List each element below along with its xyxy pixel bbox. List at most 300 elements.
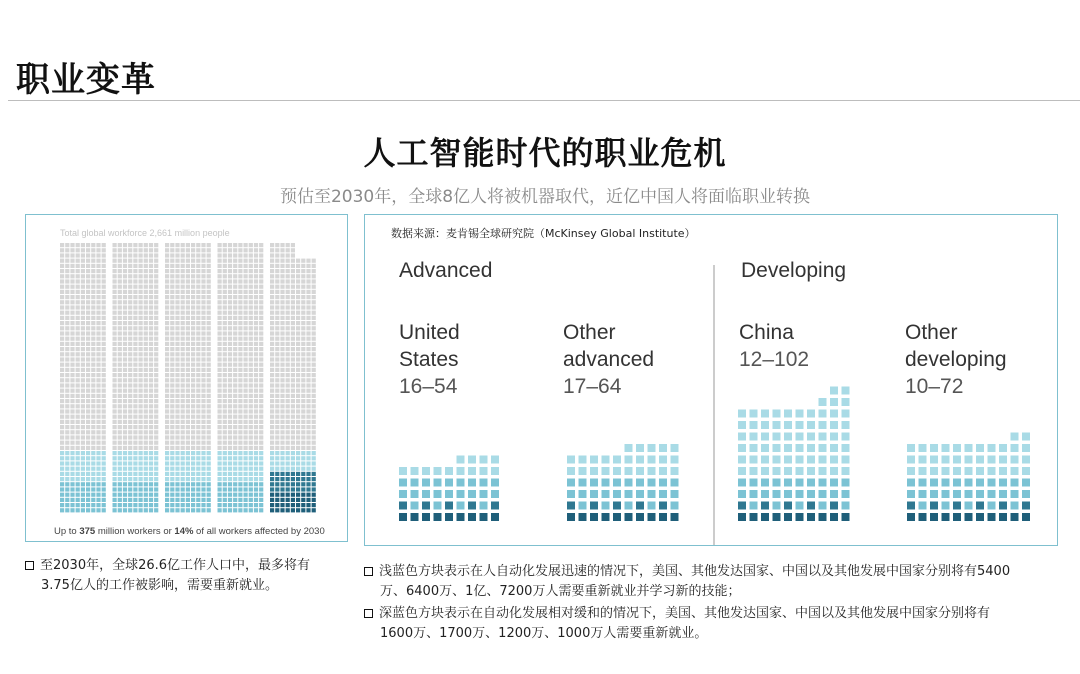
worker-dot (81, 482, 85, 486)
worker-dot (170, 311, 174, 315)
worker-dot (186, 472, 190, 476)
worker-dot (191, 482, 195, 486)
worker-dot (223, 394, 227, 398)
worker-dot (291, 248, 295, 252)
worker-dot (102, 253, 106, 257)
worker-dot (312, 285, 316, 289)
worker-square (480, 490, 488, 498)
worker-square (659, 490, 667, 498)
worker-dot (233, 383, 237, 387)
worker-dot (81, 399, 85, 403)
worker-dot (223, 259, 227, 263)
worker-dot (154, 357, 158, 361)
worker-dot (259, 285, 263, 289)
worker-dot (296, 493, 300, 497)
worker-dot (65, 389, 69, 393)
worker-dot (291, 269, 295, 273)
worker-square (796, 456, 804, 464)
worker-dot (306, 430, 310, 434)
worker-dot (65, 264, 69, 268)
worker-dot (96, 316, 100, 320)
worker-dot (154, 482, 158, 486)
worker-dot (123, 363, 127, 367)
worker-dot (259, 446, 263, 450)
worker-dot (102, 316, 106, 320)
worker-dot (123, 425, 127, 429)
worker-dot (91, 383, 95, 387)
worker-dot (249, 409, 253, 413)
worker-square (613, 479, 621, 487)
worker-dot (133, 508, 137, 512)
worker-dot (186, 477, 190, 481)
worker-dot (233, 321, 237, 325)
worker-dot (191, 404, 195, 408)
worker-dot (65, 300, 69, 304)
worker-dot (223, 378, 227, 382)
worker-dot (144, 311, 148, 315)
worker-dot (228, 482, 232, 486)
worker-dot (191, 285, 195, 289)
worker-dot (196, 508, 200, 512)
worker-dot (113, 404, 117, 408)
worker-dot (259, 300, 263, 304)
worker-dot (233, 420, 237, 424)
worker-dot (270, 430, 274, 434)
worker-dot (128, 389, 132, 393)
worker-dot (280, 326, 284, 330)
worker-dot (123, 331, 127, 335)
worker-dot (275, 487, 279, 491)
worker-dot (70, 248, 74, 252)
worker-dot (123, 357, 127, 361)
worker-dot (233, 326, 237, 330)
worker-dot (81, 290, 85, 294)
worker-dot (280, 461, 284, 465)
worker-square (919, 467, 927, 475)
worker-dot (102, 451, 106, 455)
worker-square (930, 490, 938, 498)
worker-dot (207, 477, 211, 481)
worker-dot (301, 430, 305, 434)
worker-dot (91, 425, 95, 429)
worker-dot (301, 446, 305, 450)
worker-square (942, 467, 950, 475)
worker-dot (170, 357, 174, 361)
worker-dot (254, 399, 258, 403)
worker-dot (306, 368, 310, 372)
region-name-other-developing-line1: Other (905, 321, 958, 344)
worker-dot (254, 389, 258, 393)
worker-dot (70, 383, 74, 387)
worker-dot (191, 441, 195, 445)
worker-dot (244, 326, 248, 330)
worker-dot (139, 253, 143, 257)
worker-dot (118, 487, 122, 491)
worker-dot (218, 373, 222, 377)
worker-square (659, 467, 667, 475)
worker-dot (291, 383, 295, 387)
worker-dot (312, 363, 316, 367)
worker-dot (249, 352, 253, 356)
worker-square (567, 513, 575, 521)
worker-dot (270, 441, 274, 445)
worker-dot (233, 357, 237, 361)
worker-square (671, 456, 679, 464)
worker-dot (175, 503, 179, 507)
worker-dot (207, 415, 211, 419)
worker-dot (76, 274, 80, 278)
worker-dot (128, 477, 132, 481)
worker-dot (306, 347, 310, 351)
worker-dot (312, 409, 316, 413)
worker-dot (191, 446, 195, 450)
worker-dot (81, 493, 85, 497)
worker-dot (144, 467, 148, 471)
worker-dot (133, 269, 137, 273)
worker-dot (191, 342, 195, 346)
worker-dot (139, 269, 143, 273)
worker-dot (139, 363, 143, 367)
worker-dot (181, 363, 185, 367)
worker-dot (196, 420, 200, 424)
worker-dot (65, 316, 69, 320)
worker-dot (270, 363, 274, 367)
worker-dot (91, 347, 95, 351)
worker-dot (244, 508, 248, 512)
worker-dot (60, 446, 64, 450)
worker-dot (181, 409, 185, 413)
worker-dot (86, 253, 90, 257)
worker-dot (144, 389, 148, 393)
worker-dot (233, 467, 237, 471)
worker-dot (286, 477, 290, 481)
worker-dot (218, 461, 222, 465)
worker-dot (296, 305, 300, 309)
worker-dot (118, 451, 122, 455)
worker-dot (186, 259, 190, 263)
worker-dot (233, 259, 237, 263)
worker-square (602, 502, 610, 510)
worker-dot (76, 331, 80, 335)
worker-dot (154, 394, 158, 398)
worker-dot (275, 435, 279, 439)
worker-dot (254, 305, 258, 309)
worker-dot (238, 399, 242, 403)
worker-dot (254, 352, 258, 356)
global-workforce-waffle (26, 215, 347, 541)
worker-dot (128, 331, 132, 335)
worker-dot (181, 456, 185, 460)
worker-dot (254, 253, 258, 257)
worker-dot (170, 264, 174, 268)
worker-dot (86, 389, 90, 393)
worker-dot (96, 337, 100, 341)
worker-dot (233, 269, 237, 273)
worker-dot (296, 498, 300, 502)
worker-dot (113, 243, 117, 247)
worker-dot (102, 311, 106, 315)
worker-square (750, 513, 758, 521)
worker-dot (96, 389, 100, 393)
worker-dot (175, 461, 179, 465)
worker-dot (149, 321, 153, 325)
worker-square (422, 467, 430, 475)
worker-dot (86, 279, 90, 283)
worker-square (930, 479, 938, 487)
worker-dot (233, 409, 237, 413)
worker-dot (259, 253, 263, 257)
worker-dot (65, 248, 69, 252)
worker-dot (218, 482, 222, 486)
worker-square (907, 479, 915, 487)
worker-square (773, 513, 781, 521)
worker-dot (165, 337, 169, 341)
worker-dot (228, 446, 232, 450)
worker-dot (102, 383, 106, 387)
worker-dot (238, 435, 242, 439)
worker-dot (65, 430, 69, 434)
worker-dot (306, 264, 310, 268)
worker-dot (118, 399, 122, 403)
worker-dot (306, 363, 310, 367)
worker-square (648, 444, 656, 452)
worker-dot (186, 373, 190, 377)
worker-dot (65, 342, 69, 346)
worker-dot (280, 269, 284, 273)
worker-dot (259, 394, 263, 398)
worker-dot (65, 326, 69, 330)
worker-dot (254, 404, 258, 408)
worker-dot (218, 363, 222, 367)
worker-dot (270, 248, 274, 252)
worker-dot (149, 290, 153, 294)
worker-dot (165, 269, 169, 273)
worker-dot (306, 399, 310, 403)
worker-dot (81, 368, 85, 372)
worker-dot (65, 399, 69, 403)
worker-square (942, 502, 950, 510)
worker-dot (218, 430, 222, 434)
worker-dot (207, 487, 211, 491)
worker-dot (312, 394, 316, 398)
worker-dot (306, 456, 310, 460)
worker-dot (60, 415, 64, 419)
worker-square (445, 502, 453, 510)
worker-dot (144, 508, 148, 512)
worker-dot (312, 467, 316, 471)
worker-dot (102, 321, 106, 325)
worker-square (411, 502, 419, 510)
worker-dot (170, 430, 174, 434)
worker-dot (149, 446, 153, 450)
worker-dot (259, 378, 263, 382)
worker-dot (102, 430, 106, 434)
worker-dot (186, 383, 190, 387)
worker-dot (118, 456, 122, 460)
worker-square (1022, 433, 1030, 441)
worker-dot (228, 399, 232, 403)
worker-dot (280, 248, 284, 252)
worker-dot (312, 446, 316, 450)
worker-dot (301, 451, 305, 455)
worker-dot (149, 337, 153, 341)
worker-dot (233, 290, 237, 294)
worker-dot (254, 248, 258, 252)
worker-dot (312, 316, 316, 320)
worker-dot (76, 321, 80, 325)
worker-square (434, 467, 442, 475)
worker-dot (139, 357, 143, 361)
worker-square (613, 456, 621, 464)
worker-dot (118, 482, 122, 486)
worker-dot (296, 279, 300, 283)
worker-dot (218, 368, 222, 372)
bullet-icon (364, 567, 373, 576)
worker-dot (296, 383, 300, 387)
worker-dot (60, 394, 64, 398)
worker-dot (123, 383, 127, 387)
worker-dot (128, 253, 132, 257)
worker-dot (65, 368, 69, 372)
worker-dot (207, 404, 211, 408)
worker-square (930, 513, 938, 521)
worker-dot (139, 420, 143, 424)
worker-dot (91, 253, 95, 257)
worker-dot (65, 472, 69, 476)
worker-dot (201, 420, 205, 424)
worker-dot (65, 409, 69, 413)
worker-dot (238, 477, 242, 481)
worker-square (579, 467, 587, 475)
worker-dot (165, 368, 169, 372)
worker-dot (233, 389, 237, 393)
worker-dot (170, 404, 174, 408)
worker-dot (280, 446, 284, 450)
worker-dot (170, 279, 174, 283)
worker-dot (123, 253, 127, 257)
worker-dot (175, 420, 179, 424)
worker-square (1011, 490, 1019, 498)
worker-square (761, 502, 769, 510)
worker-dot (128, 295, 132, 299)
worker-square (976, 490, 984, 498)
worker-dot (123, 300, 127, 304)
worker-dot (207, 264, 211, 268)
worker-dot (259, 357, 263, 361)
worker-dot (70, 331, 74, 335)
worker-square (907, 490, 915, 498)
worker-dot (175, 467, 179, 471)
worker-dot (70, 420, 74, 424)
worker-dot (218, 342, 222, 346)
worker-dot (70, 389, 74, 393)
worker-dot (60, 305, 64, 309)
worker-dot (118, 279, 122, 283)
worker-dot (238, 264, 242, 268)
worker-dot (128, 425, 132, 429)
worker-dot (191, 430, 195, 434)
worker-dot (96, 498, 100, 502)
worker-dot (139, 337, 143, 341)
worker-square (842, 387, 850, 395)
worker-dot (312, 259, 316, 263)
worker-dot (186, 253, 190, 257)
worker-dot (128, 279, 132, 283)
worker-dot (181, 508, 185, 512)
worker-dot (286, 253, 290, 257)
worker-square (1011, 467, 1019, 475)
worker-dot (113, 264, 117, 268)
worker-square (907, 502, 915, 510)
worker-dot (228, 503, 232, 507)
worker-square (602, 467, 610, 475)
worker-dot (238, 451, 242, 455)
worker-dot (238, 321, 242, 325)
worker-dot (186, 498, 190, 502)
worker-dot (76, 508, 80, 512)
worker-dot (238, 352, 242, 356)
worker-dot (301, 321, 305, 325)
worker-dot (149, 498, 153, 502)
worker-square (457, 490, 465, 498)
worker-dot (60, 253, 64, 257)
worker-dot (70, 279, 74, 283)
worker-dot (165, 264, 169, 268)
worker-dot (60, 378, 64, 382)
worker-square (648, 513, 656, 521)
worker-square (445, 513, 453, 521)
worker-dot (291, 482, 295, 486)
worker-dot (81, 477, 85, 481)
worker-dot (154, 435, 158, 439)
worker-dot (86, 394, 90, 398)
worker-dot (181, 461, 185, 465)
worker-dot (280, 305, 284, 309)
worker-dot (312, 264, 316, 268)
worker-dot (249, 342, 253, 346)
worker-dot (76, 373, 80, 377)
worker-dot (144, 441, 148, 445)
worker-dot (60, 248, 64, 252)
worker-dot (254, 461, 258, 465)
worker-dot (249, 316, 253, 320)
worker-dot (60, 295, 64, 299)
worker-square (784, 490, 792, 498)
worker-square (602, 490, 610, 498)
worker-dot (65, 269, 69, 273)
worker-dot (254, 274, 258, 278)
worker-dot (60, 363, 64, 367)
worker-square (738, 502, 746, 510)
worker-dot (186, 290, 190, 294)
worker-dot (60, 487, 64, 491)
worker-dot (65, 493, 69, 497)
worker-dot (181, 264, 185, 268)
worker-dot (244, 342, 248, 346)
worker-dot (186, 467, 190, 471)
worker-dot (175, 498, 179, 502)
worker-square (648, 502, 656, 510)
worker-dot (254, 300, 258, 304)
worker-dot (275, 430, 279, 434)
worker-dot (170, 493, 174, 497)
note-global-line2: 3.75亿人的工作被影响，需要重新就业。 (41, 578, 278, 593)
worker-square (761, 421, 769, 429)
worker-dot (170, 337, 174, 341)
worker-dot (207, 326, 211, 330)
worker-dot (139, 404, 143, 408)
worker-dot (280, 357, 284, 361)
